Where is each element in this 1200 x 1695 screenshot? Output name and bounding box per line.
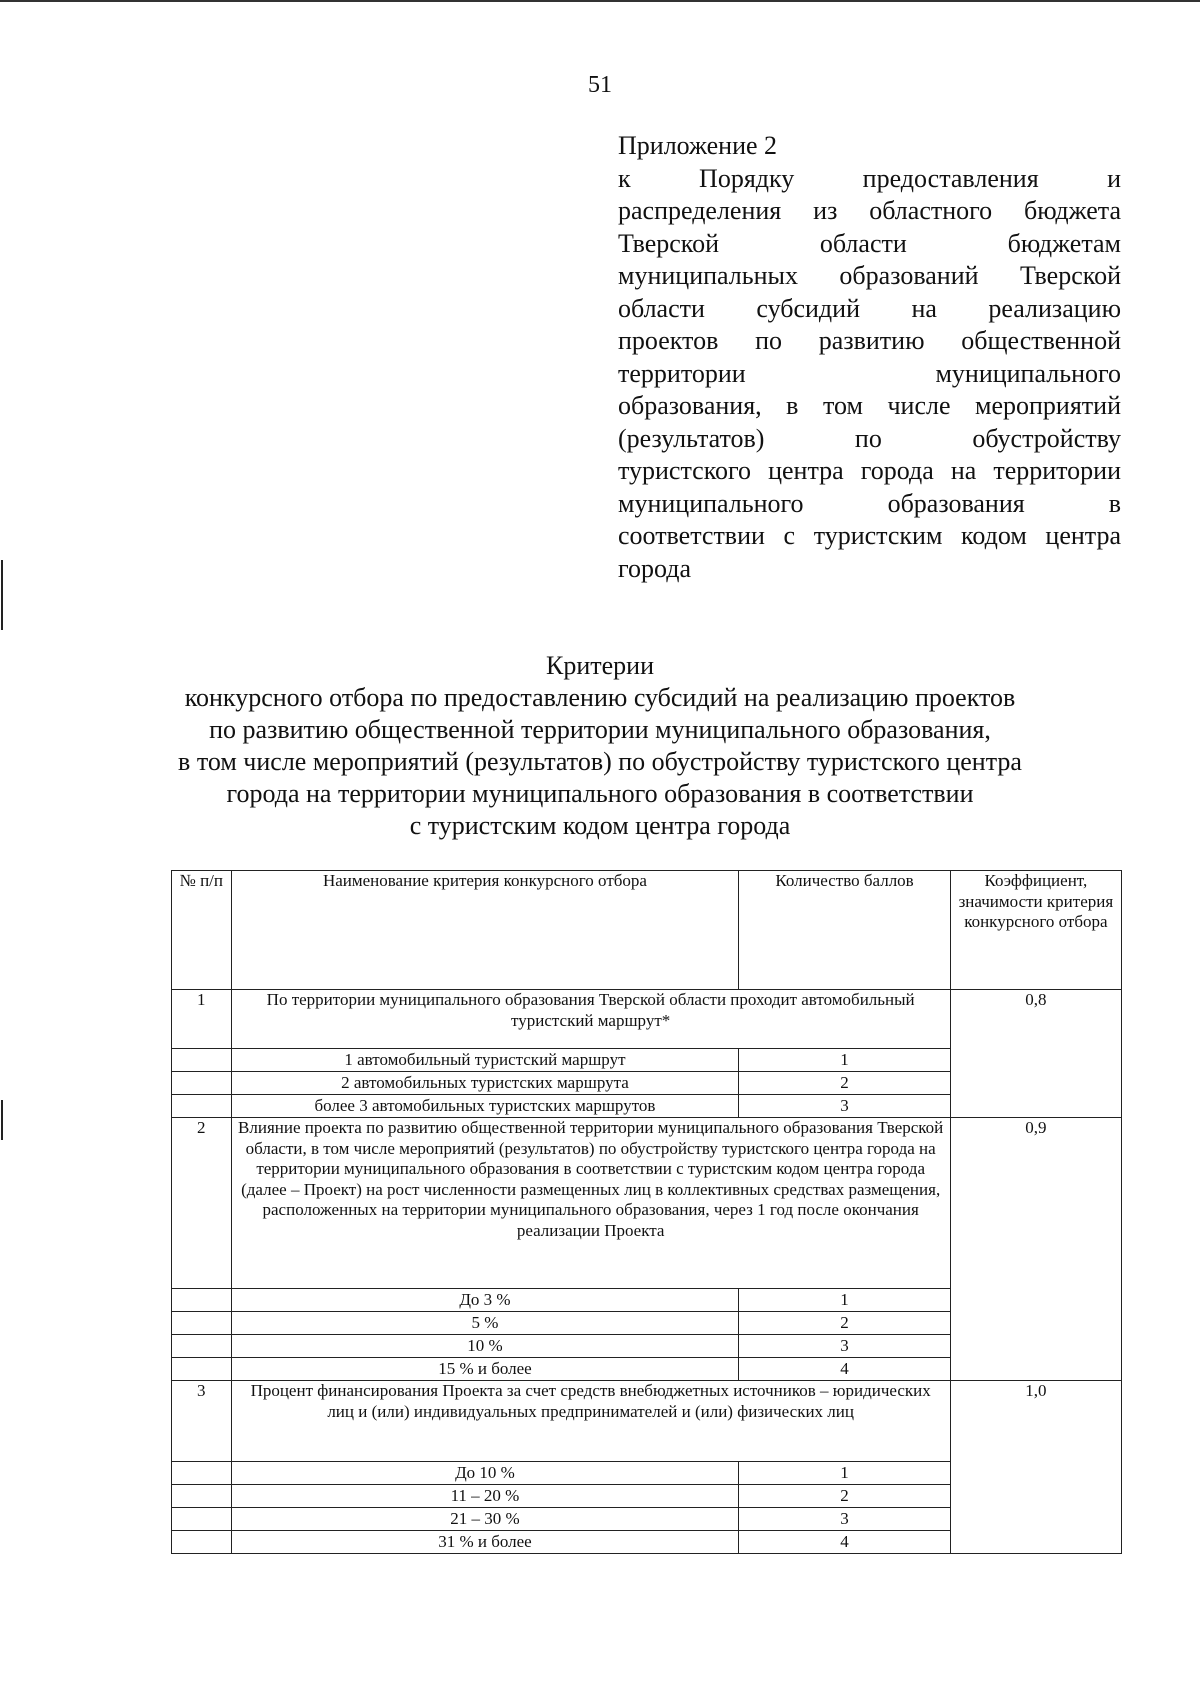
- criterion-name: Влияние проекта по развитию общественной территории муниципального образования Тверской области, в том числе мероприятий (результатов) по обустройству туристского центра города на территории муниципального образования в соответствии с туристским кодом центра города (далее – Проект) на рост численности размещенных лиц в коллективных средствах размещения, расположенных на территории муниципального образования, через 1 год после окончания реализации Проекта: [231, 1118, 950, 1289]
- criterion-number: 2: [172, 1118, 232, 1289]
- scan-edge-mark: [1, 1100, 3, 1140]
- heading-line: конкурсного отбора по предоставлению субсидий на реализацию проектов: [184, 683, 1016, 712]
- option-points: 1: [739, 1049, 950, 1072]
- option-label: 21 – 30 %: [231, 1508, 739, 1531]
- criterion-coefficient: 0,8: [950, 990, 1121, 1118]
- appendix-line: муниципального образования в: [618, 488, 1121, 518]
- appendix-line: (результатов) по обустройству: [618, 423, 1121, 453]
- option-points: 2: [739, 1485, 950, 1508]
- appendix-line: образования, в том числе мероприятий: [618, 391, 1121, 420]
- appendix-line: распределения из областного бюджета: [618, 196, 1121, 225]
- header-number: № п/п: [172, 871, 232, 990]
- criteria-heading: [0, 650, 1200, 842]
- criteria-table: [171, 870, 1122, 1554]
- option-label: более 3 автомобильных туристских маршрутов: [231, 1095, 739, 1118]
- criterion-name: Процент финансирования Проекта за счет средств внебюджетных источников – юридических лиц и (или) индивидуальных предпринимателей и (или) физических лиц: [231, 1381, 950, 1462]
- heading-title: Критерии: [546, 651, 654, 680]
- option-points: 4: [739, 1531, 950, 1554]
- empty-cell: [172, 1289, 232, 1312]
- option-points: 2: [739, 1312, 950, 1335]
- option-points: 2: [739, 1072, 950, 1095]
- option-label: До 10 %: [231, 1462, 739, 1485]
- heading-line: города на территории муниципального образования в соответствии: [226, 779, 974, 808]
- heading-line: с туристским кодом центра города: [409, 811, 791, 840]
- empty-cell: [172, 1358, 232, 1381]
- scan-edge-line: [0, 0, 1200, 2]
- empty-cell: [172, 1095, 232, 1118]
- header-criterion-name: Наименование критерия конкурсного отбора: [231, 871, 739, 990]
- criterion-number: 1: [172, 990, 232, 1049]
- page-number: 51: [588, 72, 612, 98]
- empty-cell: [172, 1312, 232, 1335]
- empty-cell: [172, 1335, 232, 1358]
- empty-cell: [172, 1462, 232, 1485]
- criterion-number: 3: [172, 1381, 232, 1462]
- appendix-line: соответствии с туристским кодом центра: [618, 521, 1121, 550]
- option-points: 3: [739, 1335, 950, 1358]
- criterion-coefficient: 0,9: [950, 1118, 1121, 1381]
- appendix-line: к Порядку предоставления и: [618, 163, 1121, 193]
- option-label: 2 автомобильных туристских маршрута: [231, 1072, 739, 1095]
- option-label: 31 % и более: [231, 1531, 739, 1554]
- option-points: 3: [739, 1095, 950, 1118]
- appendix-line: Тверской области бюджетам: [618, 228, 1121, 258]
- empty-cell: [172, 1072, 232, 1095]
- criterion-name: По территории муниципального образования Тверской области проходит автомобильный туристский маршрут*: [231, 990, 950, 1049]
- appendix-title: Приложение 2: [618, 131, 778, 160]
- appendix-line: проектов по развитию общественной: [618, 326, 1121, 355]
- option-points: 3: [739, 1508, 950, 1531]
- appendix-line: города: [618, 553, 692, 583]
- appendix-line: области субсидий на реализацию: [618, 293, 1121, 323]
- option-label: 11 – 20 %: [231, 1485, 739, 1508]
- heading-line: в том числе мероприятий (результатов) по обустройству туристского центра: [178, 747, 1022, 776]
- option-points: 4: [739, 1358, 950, 1381]
- option-label: До 3 %: [231, 1289, 739, 1312]
- appendix-line: территории муниципального: [618, 358, 1121, 388]
- appendix-line: туристского центра города на территории: [618, 456, 1121, 485]
- header-coefficient: Коэффициент, значимости критерия конкурсного отбора: [950, 871, 1121, 990]
- option-label: 5 %: [231, 1312, 739, 1335]
- empty-cell: [172, 1485, 232, 1508]
- table-row: [172, 1381, 1122, 1462]
- empty-cell: [172, 1049, 232, 1072]
- table-row: [172, 990, 1122, 1049]
- option-points: 1: [739, 1289, 950, 1312]
- option-label: 10 %: [231, 1335, 739, 1358]
- criterion-coefficient: 1,0: [950, 1381, 1121, 1554]
- option-label: 15 % и более: [231, 1358, 739, 1381]
- option-label: 1 автомобильный туристский маршрут: [231, 1049, 739, 1072]
- heading-line: по развитию общественной территории муниципального образования,: [209, 715, 991, 744]
- appendix-block: [618, 130, 1121, 585]
- header-points: Количество баллов: [739, 871, 950, 990]
- scan-edge-mark: [1, 560, 3, 630]
- empty-cell: [172, 1508, 232, 1531]
- option-points: 1: [739, 1462, 950, 1485]
- table-row: [172, 1118, 1122, 1289]
- empty-cell: [172, 1531, 232, 1554]
- appendix-line: муниципальных образований Тверской: [618, 261, 1121, 290]
- table-header-row: [172, 871, 1122, 990]
